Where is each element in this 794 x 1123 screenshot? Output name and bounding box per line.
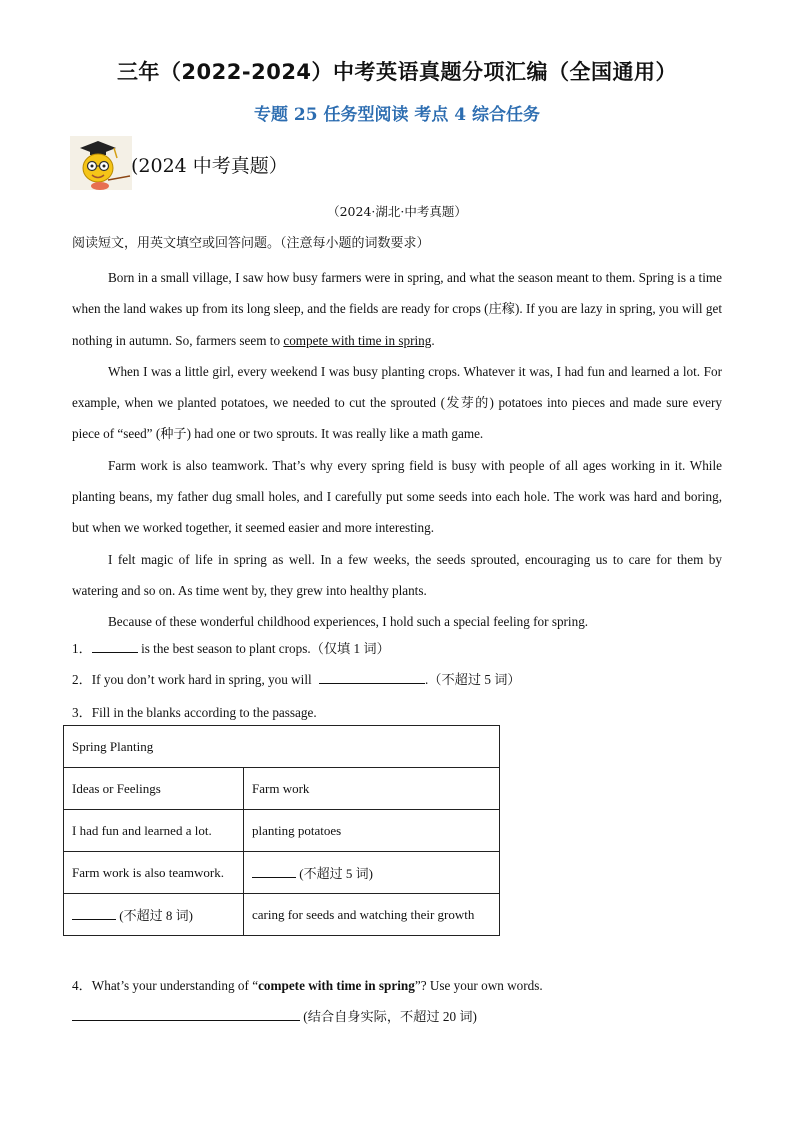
passage-paragraph-2: When I was a little girl, every weekend I was busy planting crops. Whatever it was, I had fun and learned a lot. For example, when we planted potatoes, we needed to cut the sprouted (发芽的) potatoes into pieces and made sure every piece of “seed” (种子) had one or two sprouts. It was really like a math game. (72, 363, 722, 442)
graduate-mascot-icon (70, 136, 132, 190)
table-header-cell: Spring Planting (64, 726, 500, 768)
table-cell (64, 894, 244, 936)
answer-blank[interactable] (72, 907, 116, 920)
question-text: ”? Use your own words. (414, 978, 543, 993)
reading-passage (72, 262, 722, 638)
section-heading: (2024 中考真题） (131, 155, 288, 177)
spring-planting-table (63, 725, 500, 936)
passage-paragraph-3: Farm work is also teamwork. That’s why every spring field is busy with people of all ages working in it. While planting beans, my father dug small holes, and I carefully put some seeds into each hole. The work was hard and boring, but when we worked together, it seemed easier and more interesting. (72, 457, 722, 536)
underlined-phrase: compete with time in spring (283, 332, 432, 348)
page-subtitle: 专题 25 任务型阅读 考点 4 综合任务 (253, 105, 541, 125)
question-4 (72, 975, 543, 994)
answer-blank[interactable] (92, 640, 138, 653)
table-cell: planting potatoes (244, 810, 500, 852)
answer-blank[interactable] (252, 865, 296, 878)
table-cell: caring for seeds and watching their growth (244, 894, 500, 936)
instruction-text: 阅读短文，用英文填空或回答问题。（注意每小题的词数要求） (72, 236, 430, 251)
question-number: 2． (72, 672, 92, 687)
question-1 (72, 638, 390, 657)
question-text: is the best season to plant crops.（仅填 1 词） (137, 641, 390, 656)
table-row (64, 726, 500, 768)
question-text: .（不超过 5 词） (424, 672, 521, 687)
word-limit-note: (不超过 5 词) (296, 866, 373, 881)
question-3 (72, 702, 317, 721)
question-number: 1． (72, 641, 92, 656)
table-row (64, 894, 500, 936)
table-cell: Farm work (244, 768, 500, 810)
answer-blank[interactable] (319, 671, 425, 684)
table-cell: I had fun and learned a lot. (64, 810, 244, 852)
passage-paragraph-1 (72, 262, 722, 356)
question-text: What’s your understanding of “ (91, 978, 259, 993)
question-source: （2024·湖北·中考真题） (327, 204, 467, 219)
table-cell: Ideas or Feelings (64, 768, 244, 810)
answer-blank[interactable] (72, 1008, 300, 1021)
question-4-answer-line (72, 1006, 477, 1025)
word-limit-note: (结合自身实际，不超过 20 词) (300, 1009, 477, 1024)
question-number: 4． (72, 978, 92, 993)
bold-phrase: compete with time in spring (258, 978, 415, 993)
question-text: Fill in the blanks according to the passage. (91, 705, 317, 720)
table-cell: Farm work is also teamwork. (64, 852, 244, 894)
word-limit-note: (不超过 8 词) (116, 908, 193, 923)
question-text: If you don’t work hard in spring, you will (91, 672, 315, 687)
question-2 (72, 669, 521, 688)
question-number: 3． (72, 705, 92, 720)
table-row (64, 852, 500, 894)
table-cell (244, 852, 500, 894)
table-row (64, 768, 500, 810)
passage-text: Born in a small village, I saw how busy farmers were in spring, and what the season meant to them. Spring is a time when the land wakes up from its long sleep, and the fields are ready for crops (庄稼). If you are lazy in spring, you will get nothing in autumn. So, farmers seem to (72, 270, 722, 348)
passage-paragraph-4: I felt magic of life in spring as well. In a few weeks, the seeds sprouted, encouraging us to care for them by watering and so on. As time went by, they grew into healthy plants. (72, 551, 722, 598)
passage-paragraph-5: Because of these wonderful childhood experiences, I hold such a special feeling for spring. (108, 614, 589, 630)
table-row (64, 810, 500, 852)
passage-text: . (431, 332, 435, 348)
page-title: 三年（2022-2024）中考英语真题分项汇编（全国通用） (116, 60, 678, 84)
